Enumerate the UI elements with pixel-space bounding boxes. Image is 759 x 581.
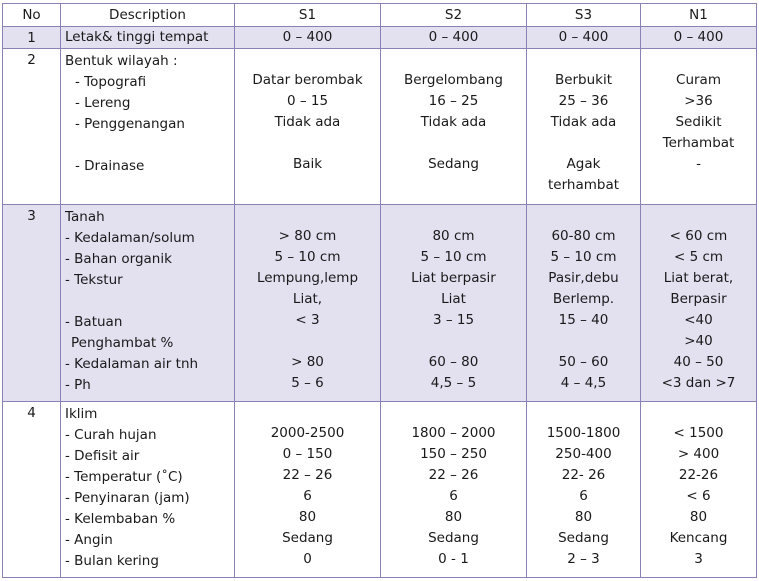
cell-line: 2 – 3 <box>567 551 600 568</box>
cell-line: terhambat <box>547 177 620 194</box>
cell-line: - Angin <box>65 532 113 549</box>
header-n1: N1 <box>641 4 757 27</box>
cell-line: < 60 cm <box>669 227 728 244</box>
cell-line: 5 – 10 cm <box>274 248 341 265</box>
cell-line: 40 – 50 <box>673 353 724 370</box>
header-s1: S1 <box>235 4 381 27</box>
cell-line: 5 – 6 <box>291 374 324 391</box>
cell-line: Penghambat % <box>71 334 174 351</box>
header-no: No <box>3 4 61 27</box>
cell-s1 <box>235 204 381 402</box>
cell-line: - Penggenangan <box>75 116 185 133</box>
cell-line: 80 <box>444 509 463 526</box>
cell-line: 80 <box>689 509 708 526</box>
cell-s1 <box>235 402 381 578</box>
cell-line: 250-400 <box>555 446 612 463</box>
cell-line: <40 <box>684 311 713 328</box>
cell-line: 80 <box>574 509 593 526</box>
cell-line: Sedikit <box>675 114 722 131</box>
cell-line: Tanah <box>65 208 105 225</box>
cell-line: 80 cm <box>432 227 475 244</box>
cell-line: Berpasir <box>670 290 727 307</box>
cell-line: Sedang <box>282 530 333 547</box>
cell-line: < 3 <box>295 311 320 328</box>
cell-line: Liat <box>441 290 466 307</box>
cell-line: Sedang <box>558 530 609 547</box>
cell-line: Kencang <box>669 530 728 547</box>
cell-line: Liat berat, <box>663 269 734 286</box>
table-row <box>3 402 757 578</box>
row-description <box>61 204 235 402</box>
cell-line: Agak <box>566 156 601 173</box>
cell-line: 50 – 60 <box>558 353 609 370</box>
cell-line: Liat, <box>292 290 323 307</box>
cell-line: 0 – 400 <box>282 29 333 46</box>
cell-line: Bergelombang <box>404 72 503 89</box>
cell-line: - Defisit air <box>65 448 140 465</box>
cell-line: 2000-2500 <box>270 425 345 442</box>
cell-line: - Lereng <box>75 95 131 112</box>
cell-line: 1500-1800 <box>546 425 621 442</box>
cell-line: Tidak ada <box>274 114 341 131</box>
row-number: 1 <box>3 27 61 49</box>
cell-line: > 400 <box>677 446 720 463</box>
cell-line: Berlemp. <box>552 290 615 307</box>
cell-line: Tidak ada <box>420 114 487 131</box>
cell-line: - Kelembaban % <box>65 511 176 528</box>
cell-n1 <box>641 402 757 578</box>
cell-line: 1800 – 2000 <box>411 425 496 442</box>
cell-line: Pasir,debu <box>548 269 619 286</box>
cell-line: 150 – 250 <box>420 446 487 463</box>
table-row <box>3 204 757 402</box>
cell-line: Bentuk wilayah : <box>65 53 178 70</box>
cell-s2 <box>381 402 527 578</box>
cell-line: Liat berpasir <box>411 269 496 286</box>
cell-line: 5 – 10 cm <box>420 248 487 265</box>
cell-line: - Drainase <box>75 158 145 175</box>
cell-line: 6 <box>579 488 588 505</box>
cell-line: 16 – 25 <box>428 93 479 110</box>
cell-s3 <box>527 27 641 49</box>
cell-line: 22- 26 <box>561 467 606 484</box>
header-s2: S2 <box>381 4 527 27</box>
cell-line: < 5 cm <box>673 248 724 265</box>
cell-s1 <box>235 49 381 205</box>
cell-line: >36 <box>684 93 713 110</box>
row-number: 2 <box>3 49 61 205</box>
table-row <box>3 49 757 205</box>
cell-line: 15 – 40 <box>558 311 609 328</box>
cell-line: 0 – 15 <box>286 93 329 110</box>
cell-s2 <box>381 49 527 205</box>
cell-line: - Bulan kering <box>65 553 159 570</box>
cell-line: Terhambat <box>662 135 735 152</box>
cell-n1 <box>641 27 757 49</box>
cell-line: 3 <box>694 551 703 568</box>
cell-line: 4 – 4,5 <box>560 374 607 391</box>
cell-line: Sedang <box>428 530 479 547</box>
land-suitability-table <box>2 3 757 578</box>
cell-line: - <box>696 156 701 173</box>
cell-line: 3 – 15 <box>432 311 475 328</box>
cell-line: 22-26 <box>678 467 719 484</box>
cell-line: - Temperatur (˚C) <box>65 469 183 486</box>
cell-line: < 6 <box>686 488 711 505</box>
cell-n1 <box>641 49 757 205</box>
cell-line: Berbukit <box>554 72 613 89</box>
cell-line: - Bahan organik <box>65 250 172 267</box>
cell-line: 0 <box>303 551 312 568</box>
cell-s2 <box>381 27 527 49</box>
cell-line: - Kedalaman/solum <box>65 229 195 246</box>
cell-s2 <box>381 204 527 402</box>
cell-line: 22 – 26 <box>428 467 479 484</box>
cell-line: Tidak ada <box>550 114 617 131</box>
cell-line: >40 <box>684 332 713 349</box>
cell-line: 5 – 10 cm <box>550 248 617 265</box>
cell-line: 4,5 – 5 <box>430 374 477 391</box>
cell-line: Datar berombak <box>252 72 363 89</box>
row-description <box>61 402 235 578</box>
cell-line: <3 dan >7 <box>661 374 736 391</box>
row-number: 3 <box>3 204 61 402</box>
cell-s3 <box>527 204 641 402</box>
row-description <box>61 49 235 205</box>
cell-line: 60-80 cm <box>551 227 616 244</box>
cell-line: 80 <box>298 509 317 526</box>
cell-line: 0 – 400 <box>673 29 724 46</box>
cell-line: Baik <box>292 156 323 173</box>
cell-s3 <box>527 402 641 578</box>
cell-line: - Ph <box>65 376 91 393</box>
cell-line: - Kedalaman air tnh <box>65 355 199 372</box>
cell-line: Curam <box>676 72 721 89</box>
cell-line: Iklim <box>65 406 98 423</box>
table-row <box>3 27 757 49</box>
row-description <box>61 27 235 49</box>
header-description: Description <box>61 4 235 27</box>
cell-line: > 80 <box>291 353 324 370</box>
cell-line: 22 – 26 <box>282 467 333 484</box>
cell-line: 6 <box>449 488 458 505</box>
cell-n1 <box>641 204 757 402</box>
cell-line: Letak& tinggi tempat <box>65 29 209 46</box>
cell-line: < 1500 <box>673 425 724 442</box>
cell-line: - Batuan <box>65 313 123 330</box>
header-s3: S3 <box>527 4 641 27</box>
cell-line: 6 <box>303 488 312 505</box>
cell-line: - Penyinaran (jam) <box>65 490 190 507</box>
cell-line: Lempung,lemp <box>256 269 359 286</box>
cell-line: - Tekstur <box>65 271 123 288</box>
cell-line: 0 – 400 <box>558 29 609 46</box>
cell-line: Sedang <box>428 156 479 173</box>
cell-line: - Curah hujan <box>65 427 157 444</box>
cell-line: 0 - 1 <box>438 551 469 568</box>
cell-line: 0 – 150 <box>282 446 333 463</box>
cell-line: > 80 cm <box>278 227 337 244</box>
cell-line: 25 – 36 <box>558 93 609 110</box>
cell-line: 60 – 80 <box>428 353 479 370</box>
row-number: 4 <box>3 402 61 578</box>
cell-s3 <box>527 49 641 205</box>
cell-line: 0 – 400 <box>428 29 479 46</box>
cell-s1 <box>235 27 381 49</box>
header-row <box>3 4 757 27</box>
cell-line: - Topografi <box>75 74 147 91</box>
